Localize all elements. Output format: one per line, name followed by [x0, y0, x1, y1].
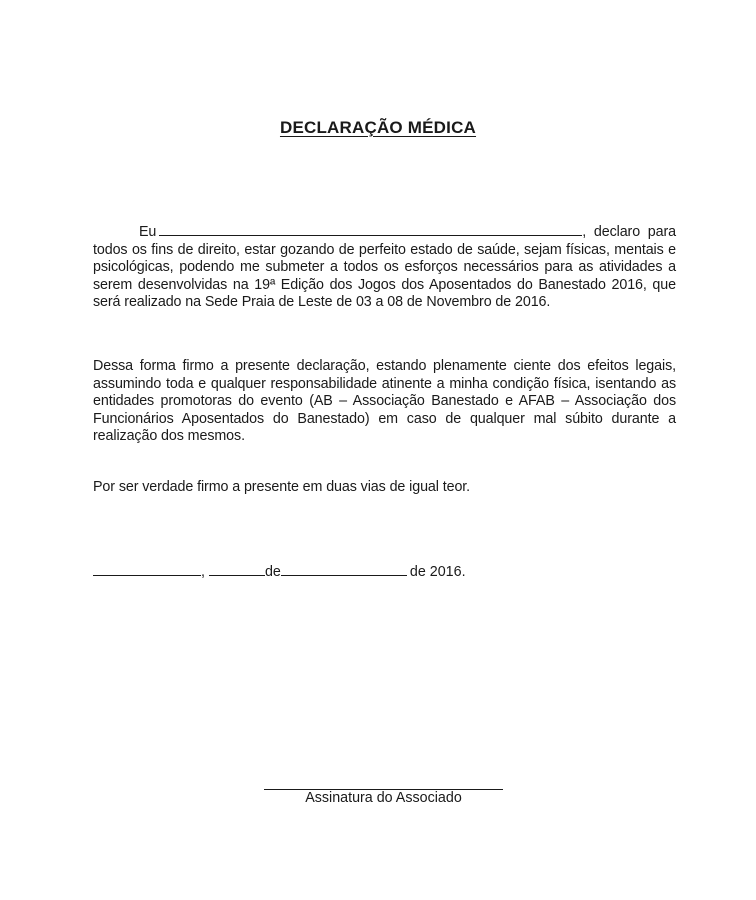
document-title: DECLARAÇÃO MÉDICA [279, 118, 477, 137]
signature-label: Assinatura do Associado [305, 790, 462, 806]
name-blank-line[interactable] [159, 223, 582, 236]
date-connector: de [264, 564, 281, 580]
declaration-lead-text: Eu [139, 224, 157, 240]
city-blank-line[interactable] [93, 563, 201, 576]
declaration-body-text: , declaro para todos os fins de direito, estar gozando de perfeito estado de saúde, sejam físicas, mentais e psicológicas, podendo me submeter a todos os esforços necessários para as atividades a serem desenvolvidas na 19ª Edição dos Jogos dos Aposentados do Banestado 2016, que será realizado na Sede Praia de Leste de 03 a 08 de Novembro de 2016. [93, 224, 676, 310]
date-separator: , [201, 564, 205, 580]
declaration-paragraph [93, 223, 676, 312]
date-line [93, 563, 466, 582]
month-blank-line[interactable] [281, 563, 407, 576]
date-year-text: de 2016. [409, 564, 466, 580]
closing-paragraph: Por ser verdade firmo a presente em duas vias de igual teor. [93, 479, 471, 495]
day-blank-line[interactable] [209, 563, 265, 576]
liability-paragraph: Dessa forma firmo a presente declaração, estando plenamente ciente dos efeitos legais, assumindo toda e qualquer responsabilidade atinente a minha condição física, isentando as entidades promotoras do evento (AB – Associação Banestado e AFAB – Associação dos Funcionários Aposentados do Banestado) em caso de qualquer mal súbito durante a realização dos mesmos. [93, 358, 676, 444]
